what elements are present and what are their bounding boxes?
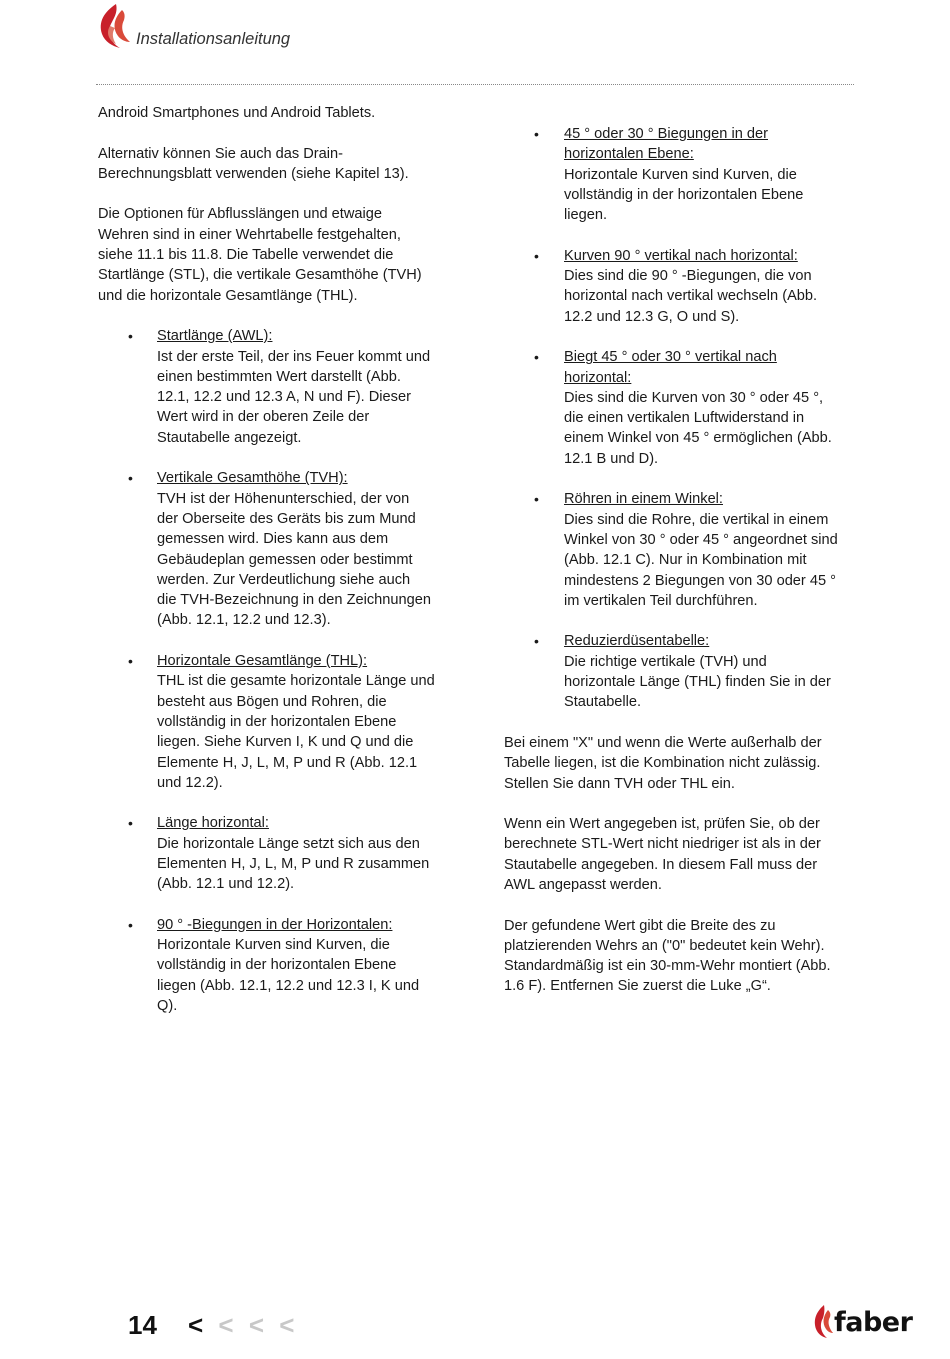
bullet-icon: • (534, 491, 539, 508)
brand-name: faber (834, 1307, 913, 1338)
list-item-heading: Länge horizontal: (157, 815, 269, 832)
list-item-text: Ist der erste Teil, der ins Feuer kommt und einen bestimmten Wert darstellt (Abb. 12.1, 12.2 und 12.3 A, N und F). Dieser Wert wird in der oberen Zeile der Stautabelle angezeigt. (157, 348, 431, 446)
arrows-rest: < < < (218, 1310, 299, 1340)
list-item-text: TVH ist der Höhenunterschied, der von der Oberseite des Geräts bis zum Mund gemessen wird. Dies kann aus dem Gebäudeplan gemessen oder bestimmt werden. Zur Verdeutlichung siehe auch die TVH-Bezeichnung in den Zeichnungen (Abb. 12.1, 12.2 und 12.3). (157, 490, 431, 629)
page-header (96, 0, 856, 90)
faber-logo (812, 1304, 912, 1344)
flame-icon (96, 2, 132, 52)
list-item (504, 489, 859, 611)
bullet-icon: • (128, 916, 133, 933)
faber-flame-icon (812, 1304, 834, 1340)
list-item-text: Dies sind die 90 ° -Biegungen, die von horizontal nach vertikal wechseln (Abb. 12.2 und 12.3 G, O und S). (564, 268, 818, 325)
list-item-heading: Startlänge (AWL): (157, 328, 273, 345)
list-item (504, 124, 859, 225)
list-item-heading: 45 ° oder 30 ° Biegungen in der horizontalen Ebene: (564, 126, 768, 163)
paragraph: Bei einem "X" und wenn die Werte außerhalb der Tabelle liegen, ist die Kombination nicht zulässig. Stellen Sie dann TVH oder THL ein. (504, 734, 822, 792)
paragraph: Die Optionen für Abflusslängen und etwaige Wehren sind in einer Wehrtabelle festgehalten, siehe 11.1 bis 11.8. Die Tabelle verwendet die Startlänge (STL), die vertikale Gesamthöhe (TVH) und die horizontale Gesamtlänge (THL). (98, 206, 422, 304)
list-item-text: Horizontale Kurven sind Kurven, die vollständig in der horizontalen Ebene liegen. (564, 166, 804, 224)
list-item (98, 813, 468, 894)
bullet-icon: • (128, 653, 133, 670)
document-title: Installationsanleitung (136, 30, 291, 48)
right-column (504, 124, 859, 1017)
arrow-first: < (188, 1310, 208, 1340)
list-item-heading: Horizontale Gesamtlänge (THL): (157, 653, 368, 670)
bullet-icon: • (534, 633, 539, 650)
bullet-icon: • (534, 247, 539, 264)
list-item-heading: Röhren in einem Winkel: (564, 491, 723, 508)
list-item-text: Horizontale Kurven sind Kurven, die vollständig in der horizontalen Ebene liegen (Abb. 12.1, 12.2 und 12.3 I, K und Q). (157, 937, 420, 1015)
paragraph: Wenn ein Wert angegeben ist, prüfen Sie, ob der berechnete STL-Wert nicht niedriger ist als in der Stautabelle angegeben. In diesem Fall muss der AWL angepasst werden. (504, 816, 821, 893)
list-item-text: THL ist die gesamte horizontale Länge und besteht aus Bögen und Rohren, die vollständig in der horizontalen Ebene liegen. Siehe Kurven I, K und Q und die Elemente H, J, L, M, P und R (Abb. 12.1 und 12.2). (157, 673, 435, 791)
list-item-heading: Reduzierdüsentabelle: (564, 633, 710, 650)
list-item-heading: Vertikale Gesamthöhe (TVH): (157, 470, 348, 487)
page-number: 14 (128, 1310, 157, 1340)
bullet-icon: • (534, 349, 539, 366)
list-item-heading: 90 ° -Biegungen in der Horizontalen: (157, 916, 393, 933)
left-column (98, 103, 468, 1037)
header-divider (96, 84, 854, 85)
list-item (98, 326, 468, 448)
list-item-text: Die richtige vertikale (TVH) und horizontale Länge (THL) finden Sie in der Stautabelle. (564, 653, 831, 711)
list-item (504, 246, 859, 327)
bullet-icon: • (128, 815, 133, 832)
list-item-text: Die horizontale Länge setzt sich aus den Elementen H, J, L, M, P und R zusammen (Abb. 12.1 und 12.2). (157, 835, 430, 893)
list-item (504, 631, 859, 712)
bullet-icon: • (534, 126, 539, 142)
list-item (98, 915, 468, 1016)
list-item-text: Dies sind die Rohre, die vertikal in einem Winkel von 30 ° oder 45 ° angeordnet sind (Abb. 12.1 C). Nur in Kombination mit mindestens 2 Biegungen von 30 oder 45 ° im vertikalen Teil durchführen. (564, 511, 838, 609)
bullet-icon: • (128, 328, 133, 345)
paragraph: Alternativ können Sie auch das Drain- Berechnungsblatt verwenden (siehe Kapitel 13). (98, 145, 409, 182)
paragraph: Der gefundene Wert gibt die Breite des zu platzierenden Wehrs an ("0" bedeutet kein Wehr). Standardmäßig ist ein 30-mm-Wehr montiert (Abb. 1.6 F). Entfernen Sie zuerst die Luke „G“. (504, 917, 831, 995)
list-item (98, 651, 468, 793)
list-item (504, 347, 859, 469)
list-item-heading: Kurven 90 ° vertikal nach horizontal: (564, 247, 798, 264)
list-item-heading: Biegt 45 ° oder 30 ° vertikal nach horizontal: (564, 349, 777, 386)
list-item-text: Dies sind die Kurven von 30 ° oder 45 °, die einen vertikalen Luftwiderstand in einem Winkel von 45 ° ermöglichen (Abb. 12.1 B und D). (564, 389, 832, 467)
bullet-icon: • (128, 470, 133, 487)
list-item (98, 468, 468, 630)
paragraph: Android Smartphones und Android Tablets. (98, 105, 376, 121)
page-nav-arrows (188, 1310, 298, 1341)
